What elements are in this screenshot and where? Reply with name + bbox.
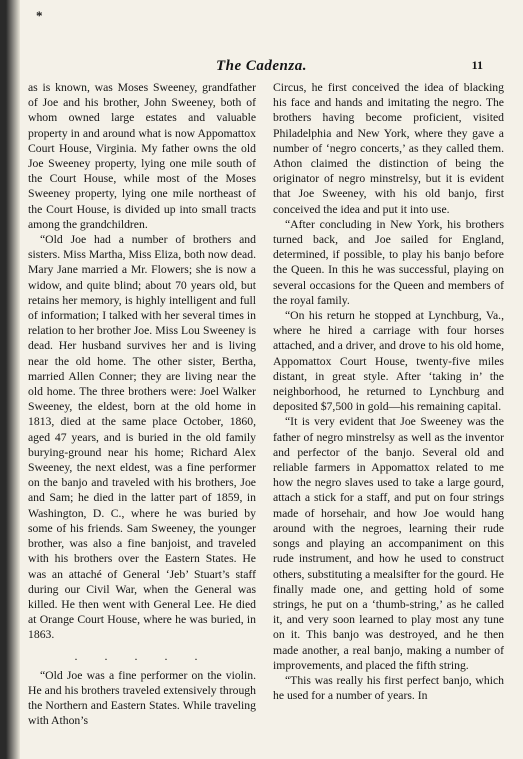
paragraph: “Old Joe was a fine performer on the violin. He and his brothers traveled extensively through the Northern and Eastern States. While traveling with Athon’s (28, 668, 256, 728)
left-column (28, 80, 256, 729)
paragraph: “Old Joe had a number of brothers and sisters. Miss Martha, Miss Eliza, both now dead. Mary Jane married a Mr. Flowers; she is now a widow, and quite blind; about 70 years old, but retains her memory, is highly intelligent and full of information; I talked with her several times in relation to her brother Joe. Miss Lou Sweeney is dead. Her husband survives her and is living near the old home. The other sister, Bertha, married Allen Conner; they are living near the old home. The three brothers were: Joel Walker Sweeney, the eldest, born at the old home in 1813, died at the same place October, 1860, aged 47 years, and is buried in the old family burying-ground near his home; Richard Alex Sweeney, the next eldest, was a fine performer on the banjo and traveled with his brothers, Joe and Sam; he died in the latter part of 1859, in Washington, D. C., where he was buried by some of his friends. Sam Sweeney, the younger brother, was also a fine banjoist, and traveled with his brothers over the Eastern States. He was an attaché of General ‘Jeb’ Stuart’s staff during our Civil War, when the General was killed. He then went with General Lee. He died at Orange Court House, where he was buried, in 1863. (28, 233, 256, 642)
paragraph: “It is very evident that Joe Sweeney was the father of negro minstrelsy as well as the inventor and perfector of the banjo. Several old and reliable farmers in Appomattox related to me how the negro slaves used to take a large gourd, attach a stick for a staff, and put on four strings made of horsehair, and how Joe would hang around with the negroes, learning their rude songs and playing an accompaniment on this rude instrument, and how he used to construct others, substituting a mealsifter for the gourd. He finally made one, and getting hold of some strings, he put on a ‘thumb-string,’ as he called it, and very soon learned to play most any tune on it. This banjo was destroyed, and he then made another, a real banjo, making a number of improvements, and placed the fifth string. (273, 415, 504, 672)
paragraph: Circus, he first conceived the idea of blacking his face and hands and imitating the negro. The brothers having become proficient, visited Philadelphia and New York, where they gave a number of ‘negro concerts,’ as they called them. Athon claimed the distinction of being the originator of negro minstrelsy, but it is evident that Joe Sweeney, with his old banjo, first conceived the idea and put it into use. (273, 81, 504, 216)
paragraph: “After concluding in New York, his brothers turned back, and Joe sailed for England, determined, if possible, to play his banjo before the Queen. In this he was successful, playing on several occasions for the Queen and members of the royal family. (273, 217, 504, 307)
paragraph: “This was really his first perfect banjo, which he used for a number of years. In (273, 673, 504, 703)
paragraph: as is known, was Moses Sweeney, grandfather of Joe and his brother, John Sweeney, both of whom owned large estates and valuable property in and around what is now Appomattox Court House, Virginia. My father owns the old Joe Sweeney property, lying one mile south of the Court House, while most of the Moses Sweeney property, lying one mile northeast of the Court House, is divided up into small tracts among the grandchildren. (28, 81, 256, 231)
page-number: 11 (471, 58, 483, 72)
section-separator: . . . . . (74, 648, 210, 663)
right-column (273, 80, 504, 703)
page-marker: * (36, 8, 43, 23)
paragraph: “On his return he stopped at Lynchburg, Va., where he hired a carriage with four horses attached, and a driver, and drove to his old home, Appomattox Court House, twenty-five miles distant, in great style. After ‘taking in’ the neighborhood, he returned to Lynchburg and deposited $7,500 in gold—his remaining capital. (273, 309, 504, 414)
running-title: The Cadenza. (215, 58, 307, 74)
page-header (0, 58, 523, 78)
